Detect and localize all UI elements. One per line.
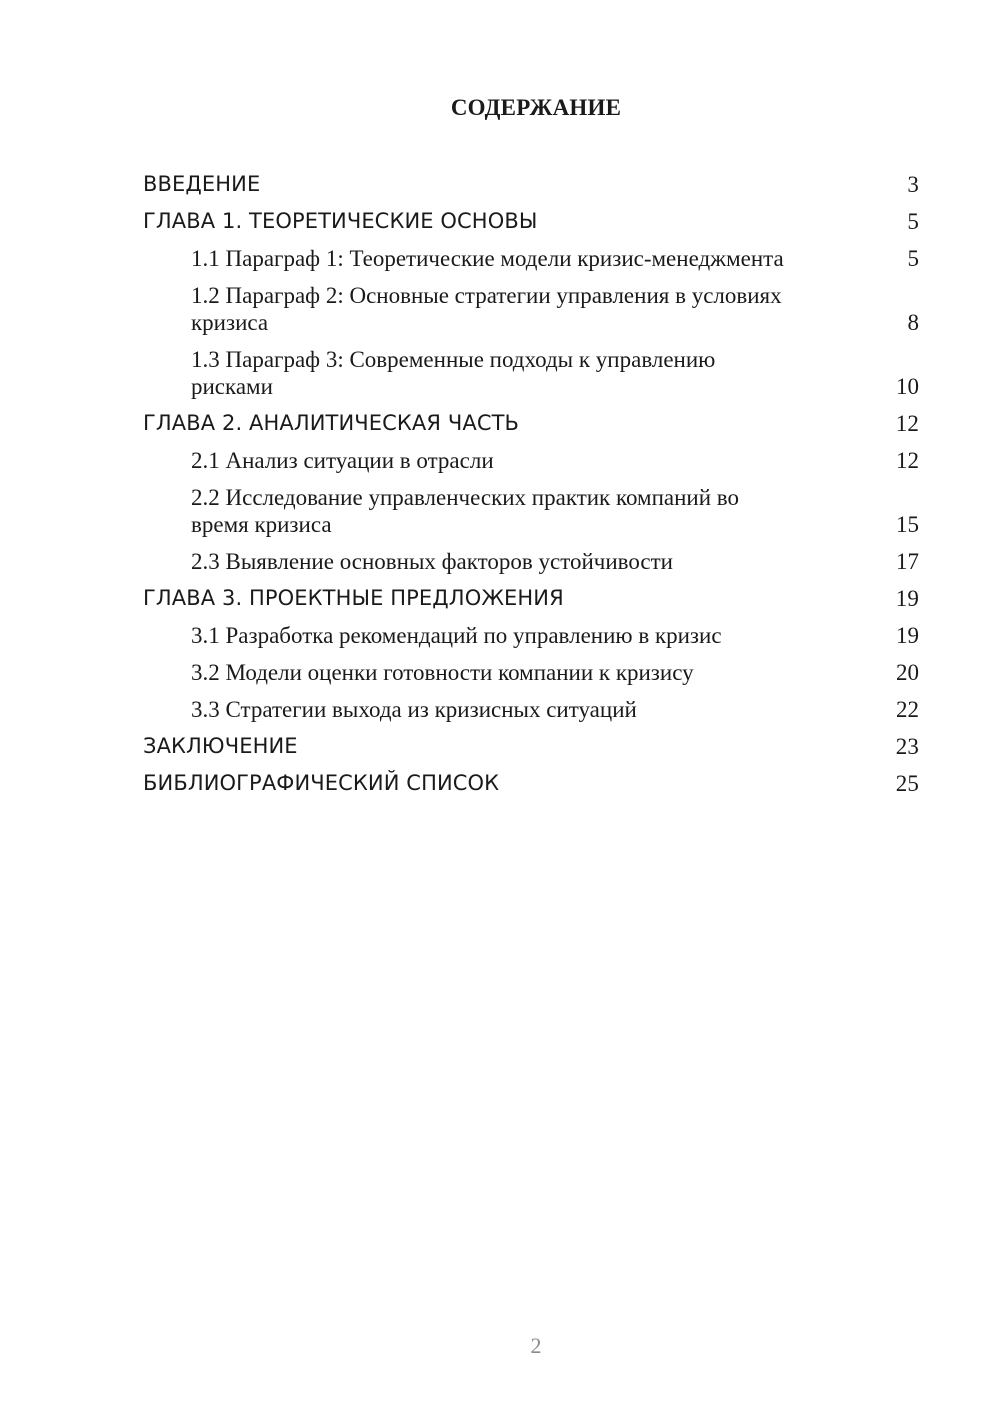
toc-entry-text: ЗАКЛЮЧЕНИЕ [143,734,298,758]
toc-entry-page: 19 [896,623,919,648]
toc-entry-text: 1.2 Параграф 2: Основные стратегии управления в условиях кризиса [191,283,782,335]
toc-entry-chapter-1[interactable] [143,203,919,240]
table-of-contents [143,166,919,802]
toc-entry-bibliography[interactable] [143,765,919,802]
toc-entry-section-2-2[interactable] [143,479,919,543]
toc-entry-text: 3.3 Стратегии выхода из кризисных ситуаций [191,697,637,722]
toc-entry-page: 8 [907,310,919,335]
toc-entry-page: 17 [896,549,919,574]
toc-entry-text: БИБЛИОГРАФИЧЕСКИЙ СПИСОК [143,771,500,795]
toc-entry-chapter-3[interactable] [143,580,919,617]
toc-entry-text: 3.1 Разработка рекомендаций по управлению в кризис [191,623,722,648]
toc-entry-section-2-3[interactable] [143,543,919,580]
toc-entry-page: 23 [895,734,919,759]
toc-entry-page: 19 [895,586,919,611]
page-number: 2 [530,1333,542,1358]
toc-entry-page: 10 [896,374,919,399]
toc-entry-page: 20 [896,660,919,685]
toc-entry-text: ВВЕДЕНИЕ [143,172,261,196]
toc-entry-section-3-2[interactable] [143,654,919,691]
toc-entry-page: 12 [895,411,919,436]
toc-entry-conclusion[interactable] [143,728,919,765]
toc-entry-page: 3 [907,172,919,197]
toc-entry-chapter-2[interactable] [143,405,919,442]
toc-entry-page: 15 [896,512,919,537]
toc-entry-text: 2.1 Анализ ситуации в отрасли [191,448,494,473]
toc-entry-section-1-3[interactable] [143,341,919,405]
toc-entry-page: 25 [895,771,919,796]
toc-entry-page: 5 [907,246,919,271]
toc-entry-text: 1.3 Параграф 3: Современные подходы к управлению рисками [191,347,716,399]
toc-entry-text: ГЛАВА 1. ТЕОРЕТИЧЕСКИЕ ОСНОВЫ [143,209,538,233]
toc-entry-text: 2.2 Исследование управленческих практик компаний во время кризиса [191,485,740,537]
toc-entry-section-1-1[interactable] [143,240,919,277]
toc-entry-section-2-1[interactable] [143,442,919,479]
toc-entry-text: ГЛАВА 3. ПРОЕКТНЫЕ ПРЕДЛОЖЕНИЯ [143,586,564,610]
toc-entry-page: 22 [896,697,919,722]
toc-entry-section-1-2[interactable] [143,277,919,341]
toc-entry-page: 5 [907,209,919,234]
toc-entry-text: ГЛАВА 2. АНАЛИТИЧЕСКАЯ ЧАСТЬ [143,411,520,435]
toc-entry-text: 3.2 Модели оценки готовности компании к кризису [191,660,694,685]
toc-entry-text: 1.1 Параграф 1: Теоретические модели кризис-менеджмента [191,246,784,271]
toc-entry-introduction[interactable] [143,166,919,203]
toc-entry-section-3-3[interactable] [143,691,919,728]
toc-entry-page: 12 [896,448,919,473]
toc-entry-section-3-1[interactable] [143,617,919,654]
toc-title: СОДЕРЖАНИЕ [450,95,622,120]
toc-entry-text: 2.3 Выявление основных факторов устойчивости [191,549,673,574]
